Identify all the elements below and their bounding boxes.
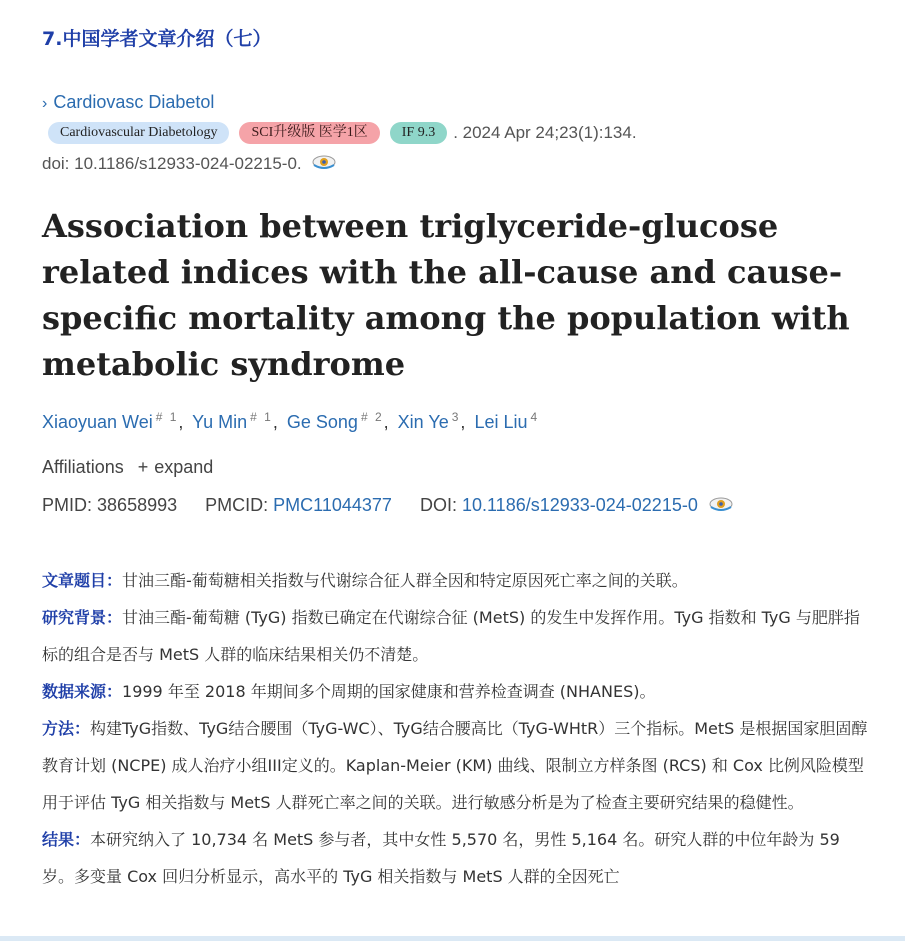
summary-text: 甘油三酯-葡萄糖相关指数与代谢综合征人群全因和特定原因死亡率之间的关联。 [122,571,688,590]
author-list: Xiaoyuan Wei $^{\# 1}$, Yu Min $^{\# 1}$, Ge Song $^{\# 2}$, Xin Ye $^3$, Lei Liu $^4$ [42,410,540,432]
sci-rank-badge[interactable]: SCI升级版 医学1区 [239,122,379,144]
summary-paragraph [42,821,872,895]
affiliations-toggle[interactable] [42,457,213,478]
doi-line [42,154,336,175]
summary-label: 文章题目： [42,571,123,590]
summary-text: 1999 年至 2018 年期间多个周期的国家健康和营养检查调查 (NHANES)。 [122,682,656,701]
author-link[interactable]: Ge Song $^{\# 2}$ [286,410,384,432]
summary-text: 本研究纳入了 10,734 名 MetS 参与者，其中女性 5,570 名，男性 5,164 名。研究人群的中位年龄为 59 岁。多变量 Cox 回归分析显示，高水平的 TyG 相关指数与 MetS 人群的全因死亡 [42,830,840,886]
author-link[interactable]: Xiaoyuan Wei $^{\# 1}$ [42,410,179,432]
journal-link[interactable] [42,92,214,113]
journal-badges [48,121,637,145]
view-icon[interactable] [709,496,733,517]
doi-text: doi: 10.1186/s12933-024-02215-0. [42,154,302,173]
author-link[interactable]: Xin Ye $^3$ [397,410,461,432]
summary-label: 方法： [42,719,91,738]
doi-label: DOI: [419,495,457,515]
pmid-label: PMID: [42,495,93,515]
identifier-line [42,495,733,517]
pmcid-label: PMCID: [205,495,269,515]
expand-label: expand [154,457,214,477]
article-title: Association between triglyceride-glucose related indices with the all-cause and cause-specific mortality among the population with metabolic syndrome [42,207,850,383]
bottom-divider [0,936,905,941]
pmcid-link[interactable]: PMC11044377 [273,495,392,515]
publication-date: . 2024 Apr 24;23(1):134. [453,123,637,142]
summary-paragraph [42,673,872,710]
view-icon[interactable] [312,154,336,175]
doi-link[interactable]: 10.1186/s12933-024-02215-0 [461,495,698,515]
plus-icon: + [137,457,149,477]
section-title: 7.中国学者文章介绍（七） [42,28,272,50]
summary-text: 构建TyG指数、TyG结合腰围（TyG-WC）、TyG结合腰高比（TyG-WHtR）三个指标。MetS 是根据国家胆固醇教育计划 (NCPE) 成人治疗小组III定义的。Kaplan-Meier (KM) 曲线、限制立方样条图 (RCS) 和 Cox 比例风险模型用于评估 TyG 相关指数与 MetS 人群死亡率之间的关联。进行敏感分析是为了检查主要研究结果的稳健性。 [42,719,868,812]
author-link[interactable]: Lei Liu $^4$ [474,410,540,432]
pmid-value: 38658993 [97,495,178,515]
summary-label: 数据来源： [42,682,123,701]
journal-badge[interactable]: Cardiovascular Diabetology [48,122,229,144]
author-link[interactable]: Yu Min $^{\# 1}$ [192,410,273,432]
summary-label: 结果： [42,830,91,849]
summary-text: 甘油三酯-葡萄糖 (TyG) 指数已确定在代谢综合征 (MetS) 的发生中发挥作用。TyG 指数和 TyG 与肥胖指标的组合是否与 MetS 人群的临床结果相关仍不清楚。 [42,608,860,664]
summary-paragraph [42,562,872,599]
affiliations-label: Affiliations [42,457,124,477]
summary-label: 研究背景： [42,608,123,627]
chevron-right-icon: › [42,95,48,112]
journal-name[interactable]: Cardiovasc Diabetol [53,92,215,112]
summary-paragraph [42,599,872,673]
impact-factor-badge[interactable]: IF 9.3 [390,122,447,144]
summary-paragraph [42,710,872,821]
article-summary [42,562,872,895]
